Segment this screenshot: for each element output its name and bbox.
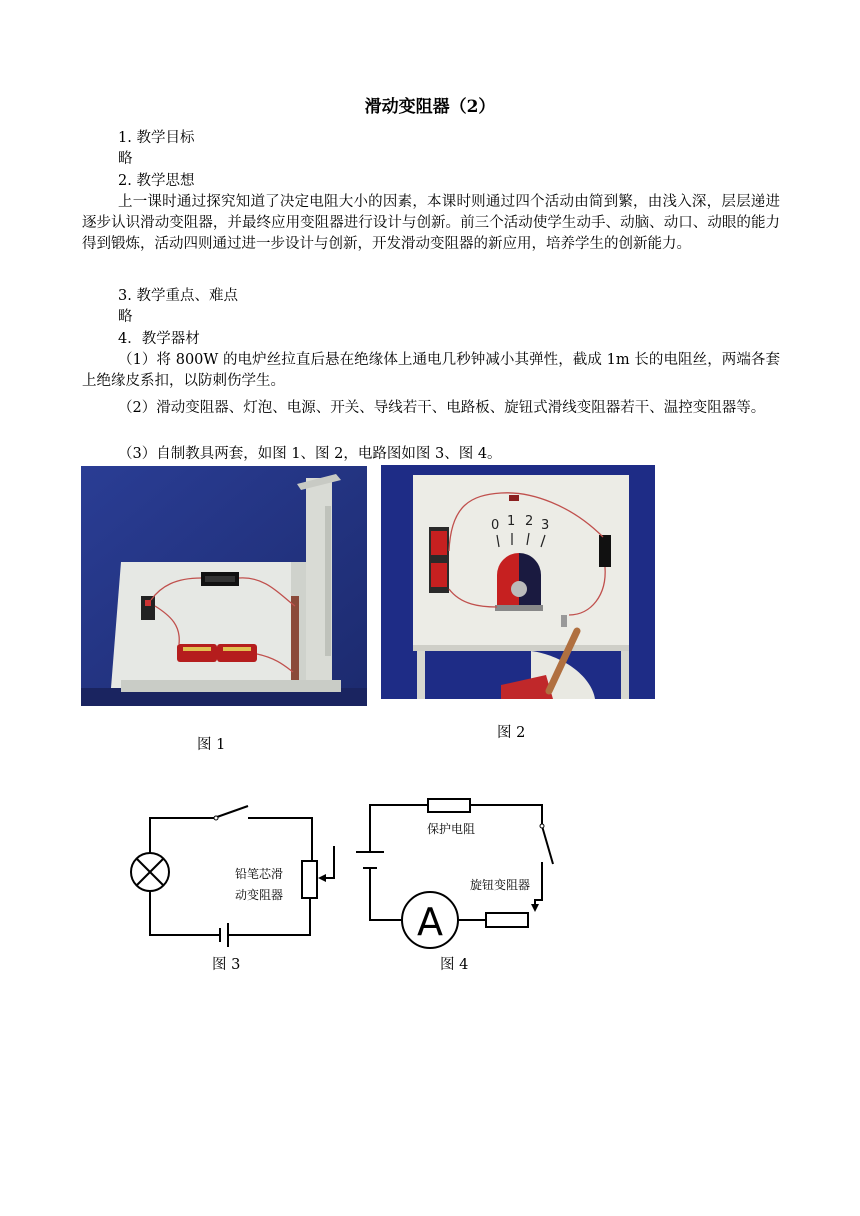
section2-heading: 2. 教学思想 <box>118 173 195 189</box>
figure-4-circuit <box>352 790 572 960</box>
fig2-dial-digit-1: 1 <box>507 514 516 529</box>
fig3-rheostat-label-line2: 动变阻器 <box>235 888 284 902</box>
fig2-dial-digit-0: 0 <box>491 518 500 533</box>
fig4-protect-resistor-label: 保护电阻 <box>427 822 476 836</box>
figure-1-caption: 图 1 <box>197 737 226 753</box>
figure-3-circuit <box>120 796 340 956</box>
page-title: 滑动变阻器（2） <box>364 97 496 117</box>
figure-2-caption: 图 2 <box>497 725 526 741</box>
figure-4-caption: 图 4 <box>440 957 469 973</box>
section1-heading: 1. 教学目标 <box>118 130 195 146</box>
fig3-rheostat-label-line1: 铅笔芯滑 <box>235 867 284 881</box>
section3-heading: 3. 教学重点、难点 <box>118 288 238 304</box>
fig2-dial-digit-3: 3 <box>541 518 550 533</box>
equipment-item-1: （1）将 800W 的电炉丝拉直后悬在绝缘体上通电几秒钟减小其弹性，截成 1m 长的电阻丝，两端各套上绝缘皮系扣，以防刺伤学生。 <box>82 352 780 389</box>
fig2-dial-digit-2: 2 <box>525 514 534 529</box>
equipment-item-2: （2）滑动变阻器、灯泡、电源、开关、导线若干、电路板、旋钮式滑线变阻器若干、温控变阻器等。 <box>118 400 766 416</box>
section3-body: 略 <box>118 309 133 325</box>
fig4-ammeter-symbol: A <box>417 900 443 944</box>
section2-body: 上一课时通过探究知道了决定电阻大小的因素，本课时则通过四个活动由简到繁，由浅入深，层层递进逐步认识滑动变阻器，并最终应用变阻器进行设计与创新。前三个活动使学生动手、动脑、动口、动眼的能力得到锻炼，活动四则通过进一步设计与创新，开发滑动变阻器的新应用，培养学生的创新能力。 <box>82 194 780 252</box>
fig4-knob-rheostat-label: 旋钮变阻器 <box>470 878 531 892</box>
figure-1-photo <box>81 466 367 706</box>
figure-2-photo <box>381 465 655 699</box>
section1-body: 略 <box>118 151 133 167</box>
equipment-item-3: （3）自制教具两套，如图 1、图 2，电路图如图 3、图 4。 <box>118 446 502 462</box>
figure-3-caption: 图 3 <box>212 957 241 973</box>
section4-heading: 4．教学器材 <box>118 331 200 347</box>
